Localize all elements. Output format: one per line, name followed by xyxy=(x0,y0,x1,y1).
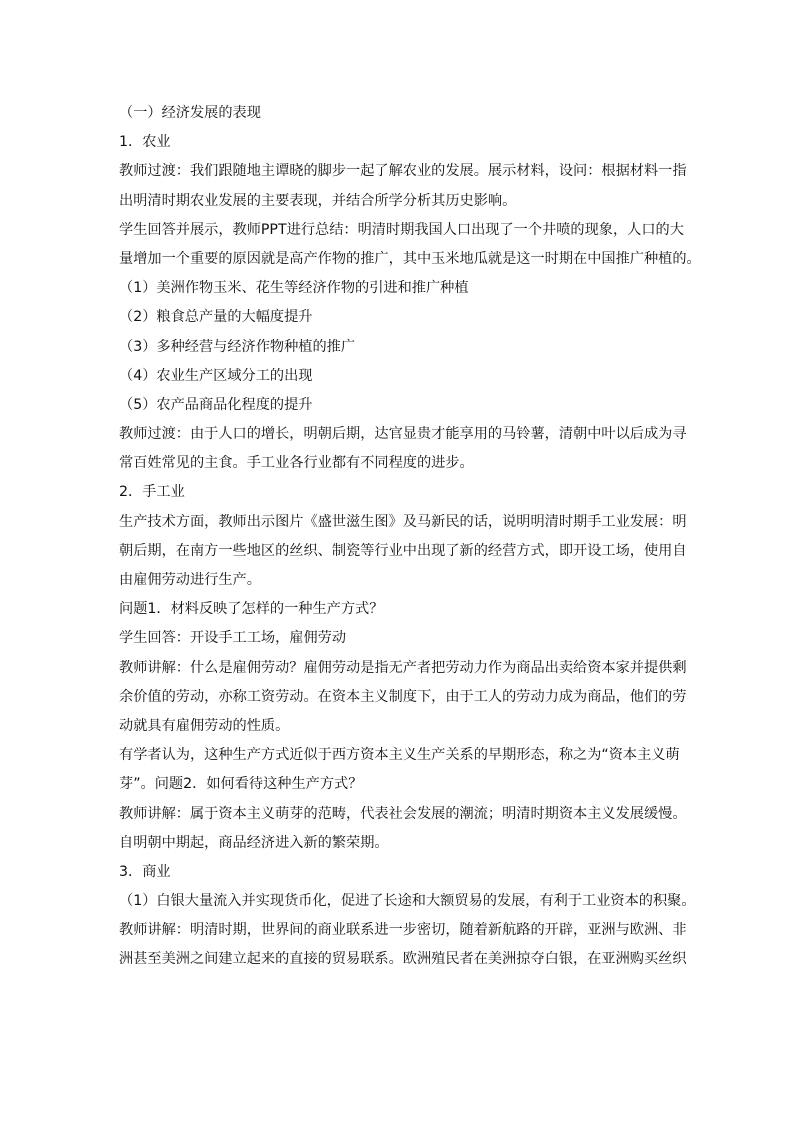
agriculture-point-3: （3）多种经营与经济作物种植的推广 xyxy=(119,338,356,355)
document-body xyxy=(119,99,701,975)
student-summary-line-1: 学生回答并展示，教师PPT进行总结：明清时期我国人口出现了一个井喷的现象，人口的大 xyxy=(119,221,684,238)
teacher-transition-2-line-2: 常百姓常见的主食。手工业各行业都有不同程度的进步。 xyxy=(119,455,474,472)
teacher-transition-1-line-2: 出明清时期农业发展的主要表现，并结合所学分析其历史影响。 xyxy=(119,192,517,209)
handicraft-heading: 2．手工业 xyxy=(119,484,185,501)
commerce-explain-line-2: 洲甚至美洲之间建立起来的直接的贸易联系。欧洲殖民者在美洲掠夺白银，在亚洲购买丝织 xyxy=(119,951,687,968)
commerce-explain-line-1: 教师讲解：明清时期，世界间的商业联系进一步密切，随着新航路的开辟，亚洲与欧洲、非 xyxy=(119,922,687,939)
section-heading: （一）经济发展的表现 xyxy=(119,105,261,121)
scholars-line-2: 芽”。问题2．如何看待这种生产方式？ xyxy=(119,776,363,793)
scholars-line-1: 有学者认为，这种生产方式近似于西方资本主义生产关系的早期形态，称之为“资本主义萌 xyxy=(119,747,680,764)
commerce-point-1: （1）白银大量流入并实现货币化，促进了长途和大额贸易的发展，有利于工业资本的积聚。 xyxy=(119,893,696,910)
explain-1-line-3: 动就具有雇佣劳动的性质。 xyxy=(119,717,290,734)
agriculture-heading: 1．农业 xyxy=(119,134,171,151)
student-summary-line-2: 量增加一个重要的原因就是高产作物的推广，其中玉米地瓜就是这一时期在中国推广种植的。 xyxy=(119,250,701,267)
commerce-heading: 3．商业 xyxy=(119,863,171,880)
teacher-transition-1-line-1: 教师过渡：我们跟随地主谭晓的脚步一起了解农业的发展。展示材料，设问：根据材料一指 xyxy=(119,163,687,180)
answer-1: 学生回答：开设手工工场，雇佣劳动 xyxy=(119,630,347,647)
handicraft-intro-line-3: 由雇佣劳动进行生产。 xyxy=(119,572,261,588)
agriculture-point-5: （5）农产品商品化程度的提升 xyxy=(119,396,313,413)
teacher-transition-2-line-1: 教师过渡：由于人口的增长，明朝后期，达官显贵才能享用的马铃薯，清朝中叶以后成为寻 xyxy=(119,426,687,443)
explain-2-line-2: 自明朝中期起，商品经济进入新的繁荣期。 xyxy=(119,834,389,851)
handicraft-intro-line-2: 朝后期，在南方一些地区的丝织、制瓷等行业中出现了新的经营方式，即开设工场，使用自 xyxy=(119,542,687,559)
agriculture-point-2: （2）粮食总产量的大幅度提升 xyxy=(119,309,313,326)
explain-1-line-1: 教师讲解：什么是雇佣劳动？雇佣劳动是指无产者把劳动力作为商品出卖给资本家并提供剩 xyxy=(119,659,687,676)
agriculture-point-1: （1）美洲作物玉米、花生等经济作物的引进和推广种植 xyxy=(119,280,469,297)
agriculture-point-4: （4）农业生产区域分工的出现 xyxy=(119,367,313,384)
question-1: 问题1．材料反映了怎样的一种生产方式？ xyxy=(119,601,384,618)
explain-2-line-1: 教师讲解：属于资本主义萌芽的范畴，代表社会发展的潮流；明清时期资本主义发展缓慢。 xyxy=(119,805,687,822)
handicraft-intro-line-1: 生产技术方面，教师出示图片《盛世滋生图》及马新民的话，说明明清时期手工业发展：明 xyxy=(119,513,687,530)
explain-1-line-2: 余价值的劳动，亦称工资劳动。在资本主义制度下，由于工人的劳动力成为商品，他们的劳 xyxy=(119,688,687,705)
